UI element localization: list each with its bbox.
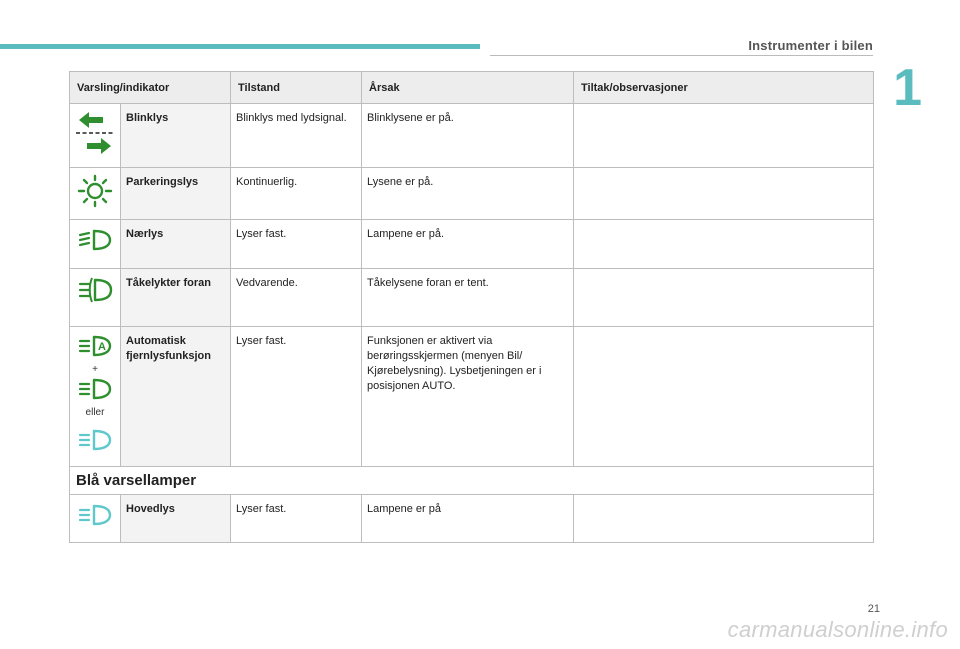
svg-text:A: A xyxy=(98,341,106,353)
col-header-action: Tiltak/observasjoner xyxy=(574,72,874,104)
blue-section-header-row xyxy=(70,467,874,495)
indicator-label: Nærlys xyxy=(121,220,231,269)
indicator-action xyxy=(574,495,874,543)
blue-section-title: Blå varsellamper xyxy=(70,467,874,495)
indicator-action xyxy=(574,168,874,220)
table-row xyxy=(70,104,874,168)
table-row xyxy=(70,327,874,467)
indicator-action xyxy=(574,327,874,467)
table-row xyxy=(70,495,874,543)
col-header-state: Tilstand xyxy=(231,72,362,104)
plus-sign: + xyxy=(92,364,98,375)
table-header-row xyxy=(70,72,874,104)
warning-indicator-table xyxy=(69,71,874,543)
indicator-state: Vedvarende. xyxy=(231,269,362,327)
col-header-cause: Årsak xyxy=(362,72,574,104)
page-number: 21 xyxy=(867,603,880,615)
table-row xyxy=(70,220,874,269)
parking-lights-icon xyxy=(76,174,114,208)
turn-signals-icon xyxy=(75,110,115,156)
indicator-label: Hovedlys xyxy=(121,495,231,543)
indicator-cause: Blinklysene er på. xyxy=(362,104,574,168)
chapter-number: 1 xyxy=(893,59,922,117)
watermark: carmanualsonline.info xyxy=(727,617,948,642)
auto-high-beam-icon xyxy=(77,333,113,359)
icon-cell xyxy=(70,104,121,168)
table-row xyxy=(70,269,874,327)
indicator-label: Blinklys xyxy=(121,104,231,168)
indicator-cause: Tåkelysene foran er tent. xyxy=(362,269,574,327)
or-label: eller xyxy=(85,407,105,418)
icon-cell xyxy=(70,495,121,543)
section-title: Instrumenter i bilen xyxy=(748,38,873,53)
indicator-label: Tåkelykter foran xyxy=(121,269,231,327)
high-beam-green-icon xyxy=(77,376,113,402)
icon-cell xyxy=(70,168,121,220)
indicator-state: Blinklys med lydsignal. xyxy=(231,104,362,168)
section-divider xyxy=(490,55,873,56)
icon-cell xyxy=(70,220,121,269)
front-fog-icon xyxy=(77,275,113,305)
indicator-action xyxy=(574,104,874,168)
indicator-state: Lyser fast. xyxy=(231,327,362,467)
indicator-state: Lyser fast. xyxy=(231,220,362,269)
indicator-label: Parkeringslys xyxy=(121,168,231,220)
indicator-action xyxy=(574,220,874,269)
high-beam-blue-icon xyxy=(77,425,113,455)
accent-bar xyxy=(0,44,480,49)
icon-cell xyxy=(70,269,121,327)
indicator-label: Automatisk fjernlysfunksjon xyxy=(121,327,231,467)
dipped-beam-icon xyxy=(77,226,113,254)
indicator-cause: Lampene er på xyxy=(362,495,574,543)
table-row xyxy=(70,168,874,220)
icon-cell xyxy=(70,327,121,467)
high-beam-icon xyxy=(77,501,113,529)
indicator-cause: Funksjonen er aktivert via berøringsskjermen (menyen Bil/ Kjørebelysning). Lysbetjeningen er i posisjonen AUTO. xyxy=(362,327,574,467)
indicator-action xyxy=(574,269,874,327)
indicator-cause: Lysene er på. xyxy=(362,168,574,220)
indicator-state: Kontinuerlig. xyxy=(231,168,362,220)
indicator-cause: Lampene er på. xyxy=(362,220,574,269)
col-header-indicator: Varsling/indikator xyxy=(70,72,231,104)
indicator-state: Lyser fast. xyxy=(231,495,362,543)
